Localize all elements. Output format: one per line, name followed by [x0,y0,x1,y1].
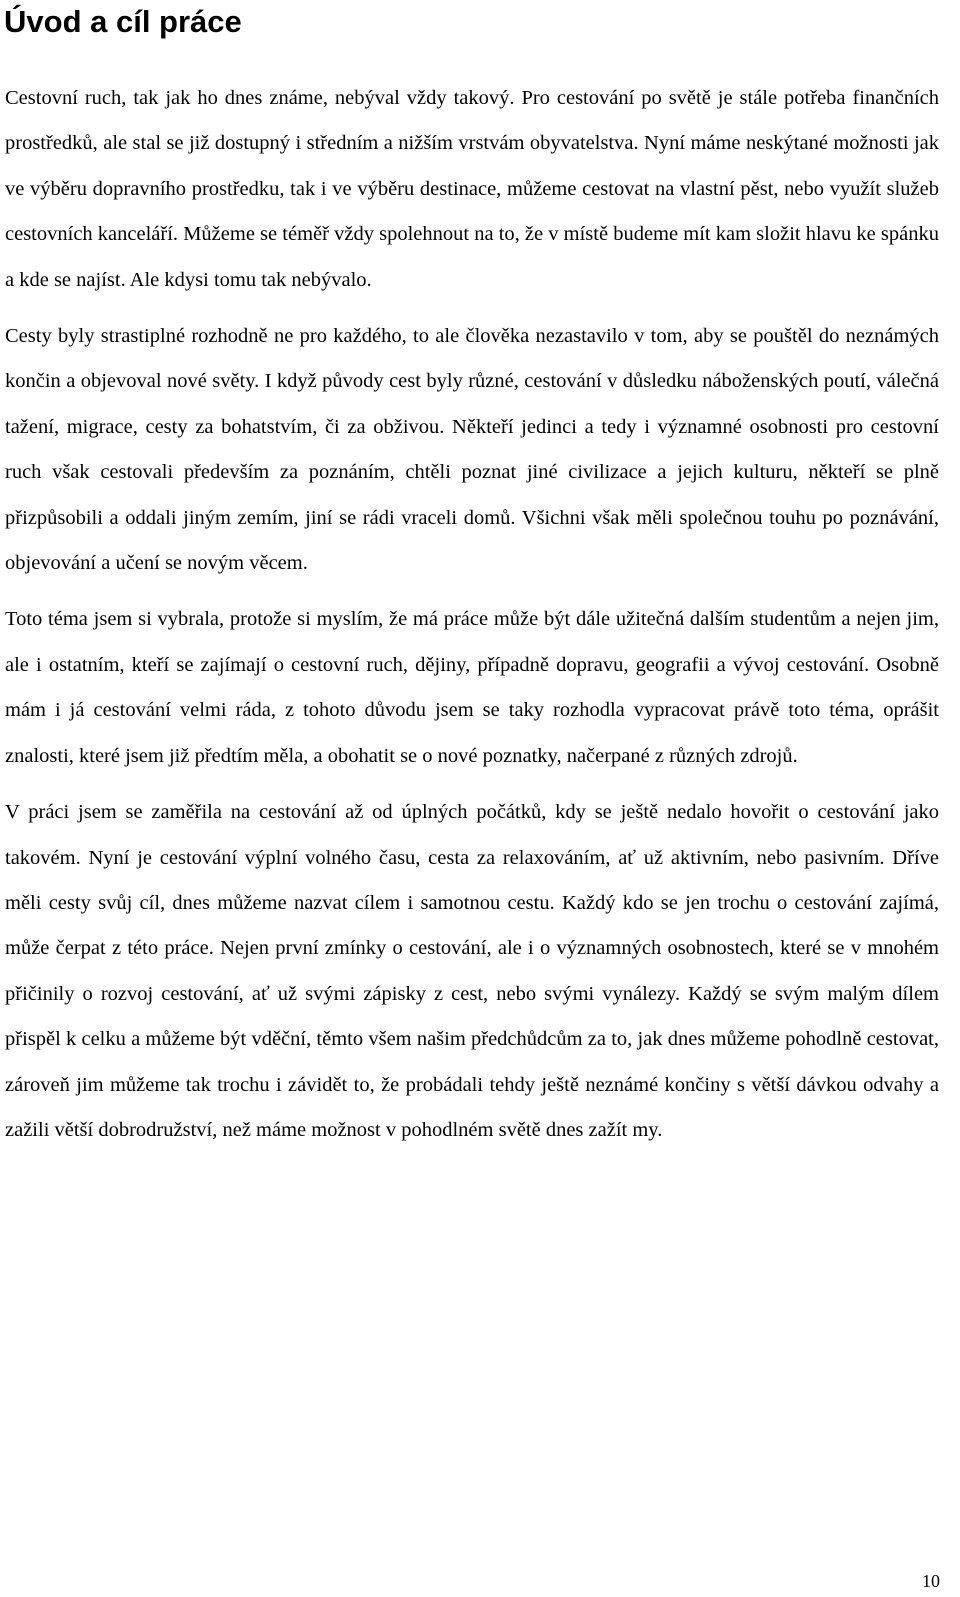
body-text [5,76,939,1153]
page-number: 10 [922,1571,940,1591]
section-heading: Úvod a cíl práce [4,4,242,39]
paragraph-2: Cesty byly strastiplné rozhodně ne pro každého, to ale člověka nezastavilo v tom, aby se pouštěl do neznámých končin a objevoval nové světy. I když původy cest byly různé, cestování v důsledku náboženských poutí, válečná tažení, migrace, cesty za bohatstvím, či za obživou. Někteří jedinci a tedy i významné osobnosti pro cestovní ruch však cestovali především za poznáním, chtěli poznat jiné civilizace a jejich kulturu, někteří se plně přizpůsobili a oddali jiným zemím, jiní se rádi vraceli domů. Všichni však měli společnou touhu po poznávání, objevování a učení se novým věcem. [5,325,939,575]
paragraph-1: Cestovní ruch, tak jak ho dnes známe, nebýval vždy takový. Pro cestování po světě je stále potřeba finančních prostředků, ale stal se již dostupný i středním a nižším vrstvám obyvatelstva. Nyní máme neskýtané možnosti jak ve výběru dopravního prostředku, tak i ve výběru destinace, můžeme cestovat na vlastní pěst, nebo využít služeb cestovních kanceláří. Můžeme se téměř vždy spolehnout na to, že v místě budeme mít kam složit hlavu ke spánku a kde se najíst. Ale kdysi tomu tak nebývalo. [5,87,939,291]
paragraph-3: Toto téma jsem si vybrala, protože si myslím, že má práce může být dále užitečná dalším studentům a nejen jim, ale i ostatním, kteří se zajímají o cestovní ruch, dějiny, případně dopravu, geografii a vývoj cestování. Osobně mám i já cestování velmi ráda, z tohoto důvodu jsem se taky rozhodla vypracovat právě toto téma, oprášit znalosti, které jsem již předtím měla, a obohatit se o nové poznatky, načerpané z různých zdrojů. [5,608,939,767]
paragraph-4: V práci jsem se zaměřila na cestování až od úplných počátků, kdy se ještě nedalo hovořit o cestování jako takovém. Nyní je cestování výplní volného času, cesta za relaxováním, ať už aktivním, nebo pasivním. Dříve měli cesty svůj cíl, dnes můžeme nazvat cílem i samotnou cestu. Každý kdo se jen trochu o cestování zajímá, může čerpat z této práce. Nejen první zmínky o cestování, ale i o významných osobnostech, které se v mnohém přičinily o rozvoj cestování, ať už svými zápisky z cest, nebo svými vynálezy. Každý se svým malým dílem přispěl k celku a můžeme být vděční, těmto všem našim předchůdcům za to, jak dnes můžeme pohodlně cestovat, zároveň jim můžeme tak trochu i závidět to, že probádali tehdy ještě neznámé končiny s větší dávkou odvahy a zažili větší dobrodružství, než máme možnost v pohodlném světě dnes zažít my. [5,801,939,1141]
